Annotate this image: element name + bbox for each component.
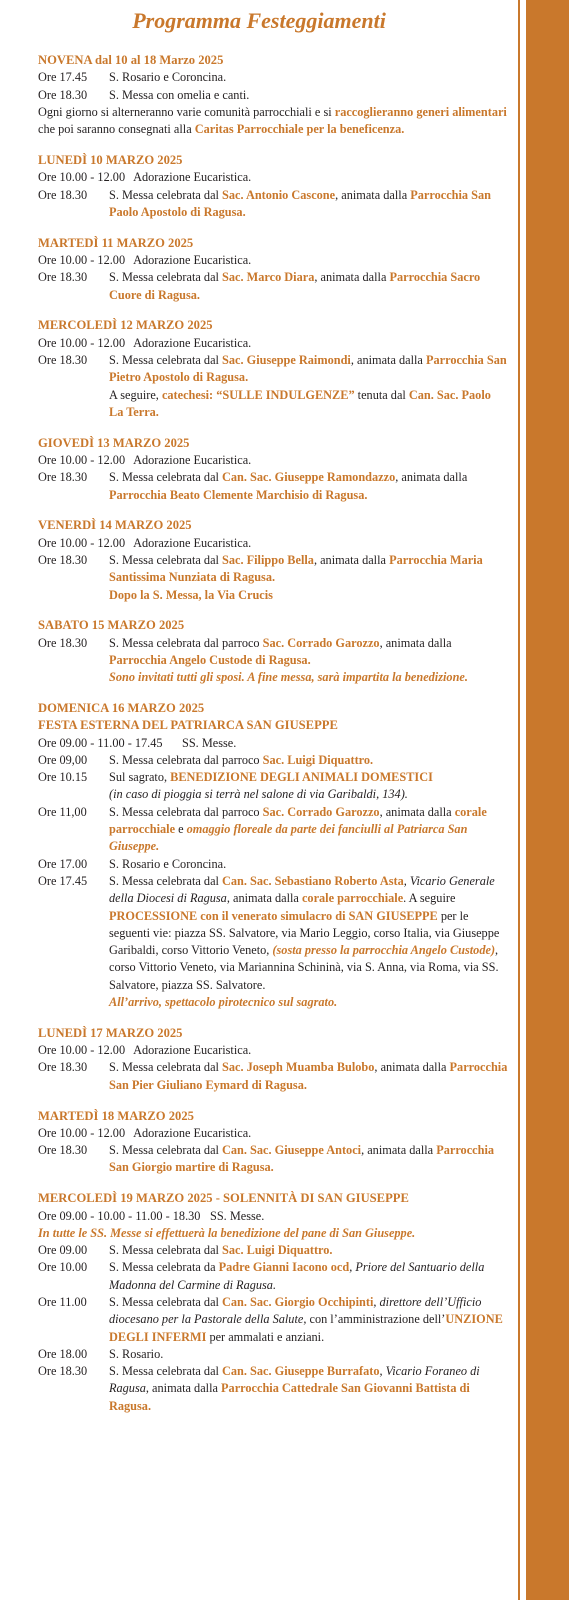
schedule-row — [38, 1208, 508, 1225]
event-text: S. Messa con omelia e canti. — [109, 87, 250, 102]
section-novena — [38, 52, 508, 138]
celebrant-name: Sac. Antonio Cascone — [222, 187, 336, 202]
section-venerdi-14 — [38, 517, 508, 603]
schedule-row — [38, 1059, 508, 1094]
decorative-rule — [518, 0, 520, 1600]
schedule-row — [38, 187, 508, 222]
celebrant-title: , Vicario Foraneo di Ragusa — [109, 1364, 480, 1396]
event-text — [109, 873, 508, 1011]
section-heading: DOMENICA 16 MARZO 2025 — [38, 701, 205, 715]
schedule-row — [38, 269, 508, 304]
celebrant-name: Sac. Filippo Bella — [222, 552, 314, 567]
schedule-row — [38, 69, 508, 86]
text-run: , animata dalla — [379, 804, 455, 819]
schedule-row — [38, 804, 508, 856]
section-heading: MARTEDÌ 18 MARZO 2025 — [38, 1108, 194, 1123]
text-run: S. Messa celebrata dal — [109, 352, 223, 367]
text-run: , animata dalla — [395, 470, 468, 485]
section-mercoledi-19 — [38, 1190, 508, 1415]
time-label: Ore 18.30 — [38, 470, 88, 485]
text-run: e — [175, 822, 187, 837]
novena-note — [38, 104, 508, 139]
section-heading: GIOVEDÌ 13 MARZO 2025 — [38, 435, 190, 450]
time-label: Ore 09,00 — [38, 752, 88, 767]
schedule-row — [38, 1125, 508, 1142]
celebrant-name: Can. Sac. Giuseppe Burrafato — [222, 1364, 380, 1379]
event-text — [109, 1363, 508, 1415]
time-label: Ore 11.00 — [38, 1295, 87, 1309]
time-label: Ore 09.00 - 11.00 - 17.45 — [38, 735, 163, 750]
text-run: , animata dalla — [350, 352, 426, 367]
section-heading: MERCOLEDÌ 12 MARZO 2025 — [38, 318, 213, 333]
celebrant-name: Can. Sac. Sebastiano Roberto Asta — [222, 873, 404, 888]
time-label: Ore 10.00 — [38, 1260, 88, 1275]
schedule-row — [38, 1363, 508, 1415]
celebrant-name: Sac. Marco Diara — [222, 270, 315, 285]
time-label: Ore 18.30 — [38, 352, 88, 367]
parish-name: Parrocchia San Giorgio martire di Ragusa. — [109, 1143, 495, 1175]
time-label: Ore 18.30 — [38, 270, 88, 285]
text-run: , animata dalla — [226, 891, 302, 906]
parish-name: Parrocchia Cattedrale San Giovanni Battista di Ragusa. — [109, 1381, 470, 1413]
procession-title: PROCESSIONE con il venerato simulacro di SAN GIUSEPPE — [109, 908, 438, 923]
time-label: Ore 10.15 — [38, 770, 88, 785]
text-run: , animata dalla — [335, 187, 411, 202]
time-label: Ore 18.30 — [38, 1060, 88, 1075]
blessing-title: BENEDIZIONE DEGLI ANIMALI DOMESTICI — [170, 770, 433, 785]
time-label: Ore 18.30 — [38, 187, 88, 202]
schedule-row — [38, 252, 508, 269]
section-martedi-18 — [38, 1108, 508, 1177]
time-label: Ore 18.30 — [38, 1364, 88, 1379]
schedule-row — [38, 856, 508, 873]
follow-up-text — [38, 387, 508, 422]
event-text — [109, 769, 508, 804]
section-heading: SABATO 15 MARZO 2025 — [38, 618, 185, 633]
section-heading: MARTEDÌ 11 MARZO 2025 — [38, 235, 194, 250]
schedule-row — [38, 873, 508, 1011]
event-text — [109, 1242, 508, 1259]
text-run: S. Messa celebrata dal — [109, 1295, 223, 1309]
text-run: S. Messa celebrata dal — [109, 187, 223, 202]
celebrant-name: Can. Sac. Giuseppe Ramondazzo — [222, 470, 396, 485]
celebrant-title: , Vicario Generale della Diocesi di Ragusa — [109, 873, 495, 906]
text-run: S. Messa celebrata dal parroco — [109, 804, 263, 819]
catechesis-title: catechesi: “SULLE INDULGENZE” — [161, 387, 355, 402]
event-text — [109, 1059, 508, 1094]
celebrant-title: , direttore dell’Ufficio diocesano per la Pastorale della Salute, — [109, 1295, 482, 1327]
schedule-row — [38, 735, 508, 752]
section-sabato-15 — [38, 617, 508, 686]
decorative-side-band — [526, 0, 569, 1600]
time-label: Ore 18.30 — [38, 552, 88, 567]
text-run: con l’amministrazione dell’ — [306, 1312, 446, 1327]
bread-blessing-note: In tutte le SS. Messe si effettuerà la benedizione del pane di San Giuseppe. — [38, 1225, 416, 1240]
event-text — [109, 635, 508, 670]
fireworks-note: All’arrivo, spettacolo pirotecnico sul sagrato. — [109, 995, 338, 1010]
parish-name: Parrocchia Maria Santissima Nunziata di Ragusa. — [109, 552, 483, 585]
text-run: S. Messa celebrata dal — [109, 1143, 223, 1158]
spouses-note: Sono invitati tutti gli sposi. A fine messa, sarà impartita la benedizione. — [109, 670, 468, 685]
programme-content — [38, 52, 508, 1429]
event-text: Adorazione Eucaristica. — [133, 452, 252, 467]
text-run: S. Messa celebrata da — [109, 1260, 219, 1275]
celebrant-name: Sac. Luigi Diquattro. — [222, 1243, 333, 1258]
floral-tribute-note: omaggio floreale da parte dei fanciulli al Patriarca San Giuseppe. — [109, 822, 468, 854]
event-text: Adorazione Eucaristica. — [133, 1043, 252, 1058]
schedule-row — [38, 1346, 508, 1363]
schedule-row — [38, 452, 508, 469]
choir-name: corale parrocchiale — [301, 891, 404, 906]
text-run: , animata dalla — [361, 1143, 437, 1158]
route-text: , corso Vittorio Veneto, via Mariannina Schininà, via S. Anna, via Roma, via SS. Salvatore, piazza SS. Salvatore. — [109, 943, 499, 992]
section-subheading: FESTA ESTERNA DEL PATRIARCA SAN GIUSEPPE — [38, 718, 338, 733]
celebrant-name: Sac. Joseph Muamba Bulobo — [222, 1060, 375, 1075]
choir-name: corale parrocchiale — [109, 804, 487, 837]
note-text: Ogni giorno si alterneranno varie comunità parrocchiali e si — [38, 104, 335, 119]
schedule-row — [38, 535, 508, 552]
time-label: Ore 10.00 - 12.00 — [38, 170, 126, 185]
schedule-row — [38, 335, 508, 352]
event-text: S. Rosario e Coroncina. — [109, 856, 227, 871]
text-run: S. Messa celebrata dal — [109, 1364, 223, 1379]
text-run: A seguire, — [109, 387, 162, 402]
celebrant-name: Sac. Corrado Garozzo — [262, 804, 380, 819]
time-label: Ore 11,00 — [38, 804, 87, 819]
text-run: S. Messa celebrata dal parroco — [109, 635, 263, 650]
highlight-text: raccoglieranno generi alimentari — [334, 104, 507, 119]
event-text — [109, 1294, 508, 1346]
celebrant-name: Sac. Giuseppe Raimondi — [222, 352, 351, 367]
schedule-row — [38, 169, 508, 186]
time-label: Ore 10.00 - 12.00 — [38, 1043, 126, 1058]
schedule-row — [38, 752, 508, 769]
speaker-name: Can. Sac. Paolo La Terra. — [109, 387, 491, 419]
parish-name: Parrocchia San Pietro Apostolo di Ragusa. — [109, 352, 507, 385]
time-label: Ore 09.00 - 10.00 - 11.00 - 18.30 — [38, 1208, 201, 1223]
time-label: Ore 17.45 — [38, 873, 88, 888]
highlight-text: Caritas Parrocchiale per la beneficenza. — [194, 122, 405, 137]
schedule-row — [38, 1142, 508, 1177]
time-label: Ore 18.30 — [38, 635, 88, 650]
text-run: S. Messa celebrata dal — [109, 873, 223, 888]
event-text: Adorazione Eucaristica. — [133, 252, 252, 267]
text-run: Sul sagrato, — [109, 770, 171, 785]
event-text — [109, 1259, 508, 1294]
text-run: S. Messa celebrata dal — [109, 1060, 223, 1075]
schedule-row — [38, 1042, 508, 1059]
schedule-row — [38, 469, 508, 504]
schedule-row — [38, 552, 508, 587]
event-text: S. Rosario e Coroncina. — [109, 70, 227, 85]
section-heading: LUNEDÌ 10 MARZO 2025 — [38, 152, 183, 167]
time-label: Ore 10.00 - 12.00 — [38, 1125, 126, 1140]
celebrant-name: Padre Gianni Iacono ocd — [218, 1260, 350, 1275]
event-text — [109, 269, 508, 304]
time-label: Ore 18.30 — [38, 1143, 88, 1158]
text-run: , animata dalla — [313, 552, 390, 567]
section-heading: LUNEDÌ 17 MARZO 2025 — [38, 1025, 183, 1040]
time-label: Ore 18.30 — [38, 87, 88, 102]
event-text: SS. Messe. — [182, 735, 237, 750]
time-label: Ore 10.00 - 12.00 — [38, 452, 126, 467]
via-crucis-note: Dopo la S. Messa, la Via Crucis — [109, 587, 273, 602]
schedule-row — [38, 769, 508, 804]
text-run: S. Messa celebrata dal parroco — [109, 752, 263, 767]
schedule-row — [38, 87, 508, 104]
text-run: S. Messa celebrata dal — [109, 552, 223, 567]
parish-name: Parrocchia San Pier Giuliano Eymard di Ragusa. — [109, 1060, 508, 1092]
text-run: . A seguire — [403, 891, 456, 906]
text-run: S. Messa celebrata dal — [109, 470, 223, 485]
time-label: Ore 18.00 — [38, 1346, 88, 1361]
section-martedi-11 — [38, 235, 508, 304]
text-run: tenuta dal — [354, 387, 409, 402]
section-mercoledi-12 — [38, 317, 508, 421]
section-lunedi-17 — [38, 1025, 508, 1094]
schedule-row — [38, 1242, 508, 1259]
section-heading: MERCOLEDÌ 19 MARZO 2025 - SOLENNITÀ DI SAN GIUSEPPE — [38, 1191, 409, 1206]
text-run: S. Messa celebrata dal — [109, 1243, 223, 1258]
time-label: Ore 09.00 — [38, 1243, 88, 1258]
text-run: , animata dalla — [145, 1381, 222, 1396]
event-text: Adorazione Eucaristica. — [133, 535, 252, 550]
section-lunedi-10 — [38, 152, 508, 221]
event-text — [109, 352, 508, 387]
text-run: , animata dalla — [374, 1060, 450, 1075]
section-domenica-16 — [38, 700, 508, 1011]
route-text: per le seguenti vie: piazza SS. Salvatore, via Mario Leggio, corso Italia, via Giuseppe Garibaldi, corso Vittorio Veneto, — [109, 908, 500, 958]
text-run: per ammalati e anziani. — [206, 1329, 325, 1344]
parish-name: Parrocchia San Paolo Apostolo di Ragusa. — [109, 187, 491, 219]
schedule-row — [38, 352, 508, 387]
event-text: S. Rosario. — [109, 1346, 164, 1361]
celebrant-name: Sac. Corrado Garozzo — [262, 635, 380, 650]
schedule-row — [38, 635, 508, 670]
schedule-row — [38, 1294, 508, 1346]
rain-note: (in caso di pioggia si terrà nel salone di via Garibaldi, 134). — [109, 787, 408, 802]
time-label: Ore 10.00 - 12.00 — [38, 335, 126, 350]
parish-name: Parrocchia Sacro Cuore di Ragusa. — [109, 270, 481, 302]
text-run: , animata dalla — [314, 270, 390, 285]
text-run: , animata dalla — [379, 635, 452, 650]
celebrant-name: Sac. Luigi Diquattro. — [262, 752, 374, 767]
schedule-row — [38, 1259, 508, 1294]
event-text: SS. Messe. — [210, 1208, 265, 1223]
time-label: Ore 10.00 - 12.00 — [38, 535, 126, 550]
section-heading: VENERDÌ 14 MARZO 2025 — [38, 518, 192, 533]
parish-name: Parrocchia Beato Clemente Marchisio di Ragusa. — [109, 487, 368, 502]
anointing-title: UNZIONE DEGLI INFERMI — [109, 1312, 503, 1344]
section-heading: NOVENA dal 10 al 18 Marzo 2025 — [38, 53, 224, 67]
event-text: Adorazione Eucaristica. — [133, 170, 252, 185]
celebrant-title: , Priore del Santuario della Madonna del Carmine di Ragusa. — [109, 1260, 485, 1292]
event-text: Adorazione Eucaristica. — [133, 1125, 252, 1140]
text-run: S. Messa celebrata dal — [109, 270, 223, 285]
page-title: Programma Festeggiamenti — [132, 8, 386, 33]
section-giovedi-13 — [38, 435, 508, 504]
event-text — [109, 752, 508, 769]
event-text — [109, 1142, 508, 1177]
event-text — [109, 804, 508, 856]
event-text — [109, 469, 508, 504]
celebrant-name: Can. Sac. Giuseppe Antoci — [222, 1143, 362, 1158]
time-label: Ore 10.00 - 12.00 — [38, 252, 126, 267]
stop-note: (sosta presso la parrocchia Angelo Custode) — [272, 943, 496, 958]
note-text: che poi saranno consegnati alla — [38, 122, 195, 137]
celebrant-name: Can. Sac. Giorgio Occhipinti — [222, 1295, 374, 1309]
event-text — [109, 552, 508, 587]
event-text — [109, 187, 508, 222]
event-text: Adorazione Eucaristica. — [133, 335, 252, 350]
time-label: Ore 17.00 — [38, 856, 88, 871]
time-label: Ore 17.45 — [38, 70, 88, 85]
parish-name: Parrocchia Angelo Custode di Ragusa. — [109, 652, 311, 667]
